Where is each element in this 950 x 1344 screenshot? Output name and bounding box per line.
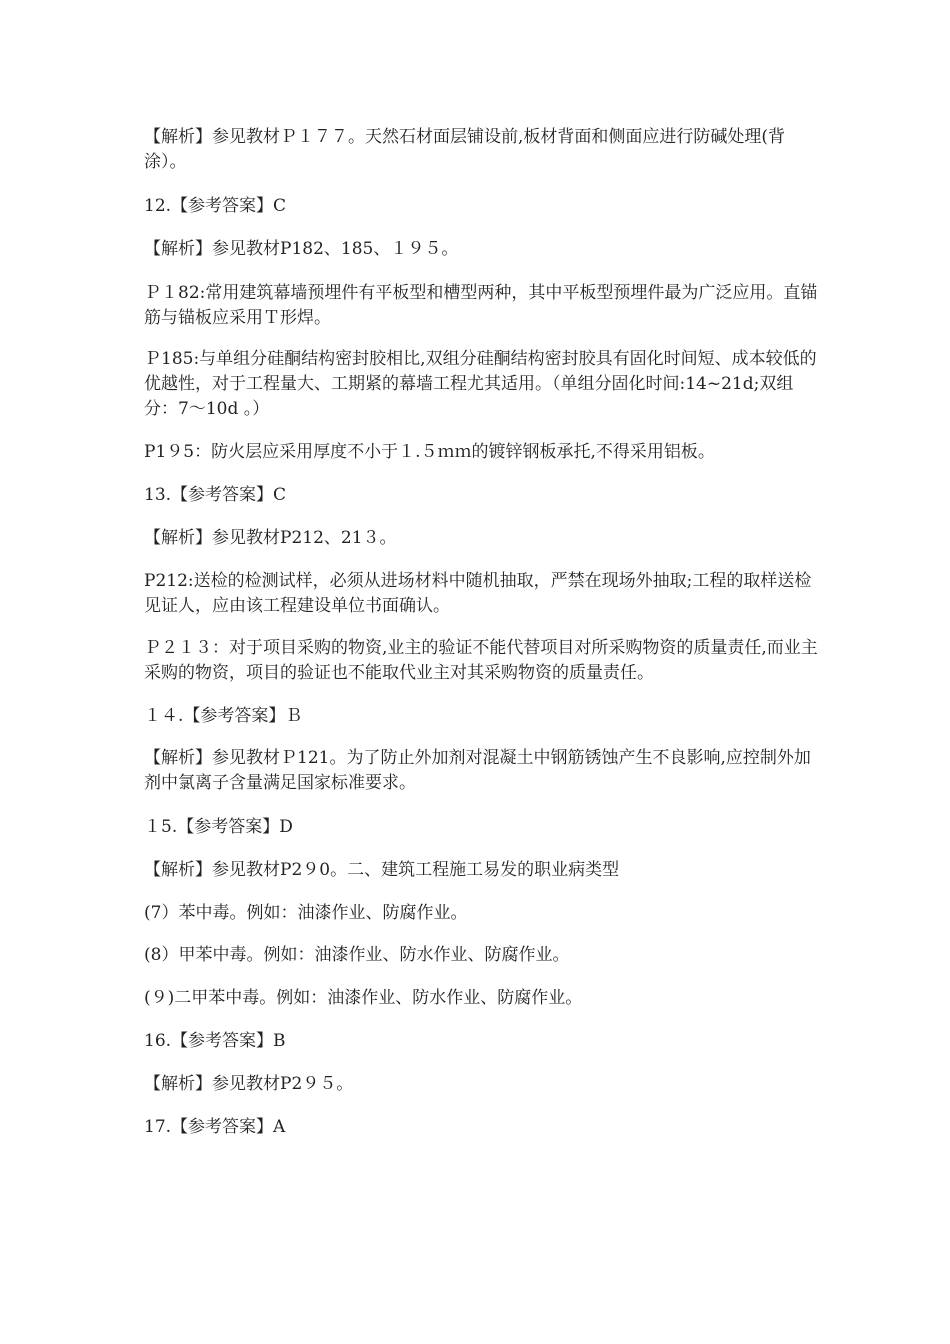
paragraph-answer-15: １5.【参考答案】D bbox=[144, 817, 293, 837]
paragraph-analysis-13: 【解析】参见教材P212、21３。 bbox=[144, 528, 397, 548]
paragraph-analysis-16: 【解析】参见教材P2９５。 bbox=[144, 1074, 354, 1094]
paragraph-analysis-12: 【解析】参见教材P182、185、１９５。 bbox=[144, 239, 459, 259]
paragraph-analysis-11: 【解析】参见教材Ｐ１７７。天然石材面层铺设前,板材背面和侧面应进行防碱处理(背涂）。 bbox=[144, 127, 786, 172]
paragraph-answer-13: 13.【参考答案】C bbox=[144, 485, 287, 505]
paragraph-item-9: (９)二甲苯中毒。例如：油漆作业、防水作业、防腐作业。 bbox=[144, 988, 583, 1008]
paragraph-p185: Ｐ185:与单组分硅酮结构密封胶相比,双组分硅酮结构密封胶具有固化时间短、成本较低的优越性，对于工程量大、工期紧的幕墙工程尤其适用。（单组分固化时间:14~21d;双组分：7～10d 。） bbox=[144, 349, 817, 419]
paragraph-answer-16: 16.【参考答案】B bbox=[144, 1031, 286, 1051]
paragraph-p182: Ｐ１82:常用建筑幕墙预埋件有平板型和槽型两种，其中平板型预埋件最为广泛应用。直锚筋与锚板应采用Ｔ形焊。 bbox=[144, 283, 818, 328]
paragraph-analysis-14: 【解析】参见教材Ｐ121。为了防止外加剂对混凝土中钢筋锈蚀产生不良影响,应控制外加剂中氯离子含量满足国家标准要求。 bbox=[144, 748, 811, 793]
paragraph-answer-17: 17.【参考答案】A bbox=[144, 1117, 286, 1137]
paragraph-analysis-15: 【解析】参见教材P2９0。二、建筑工程施工易发的职业病类型 bbox=[144, 860, 620, 880]
paragraph-item-7: (7）苯中毒。例如：油漆作业、防腐作业。 bbox=[144, 903, 468, 923]
paragraph-p195: P1９5：防火层应采用厚度不小于１.５ｍｍ的镀锌钢板承托,不得采用铝板。 bbox=[144, 442, 715, 462]
paragraph-answer-14: １４.【参考答案】Ｂ bbox=[144, 706, 303, 726]
paragraph-answer-12: 12.【参考答案】C bbox=[144, 196, 287, 216]
paragraph-p212: P212:送检的检测试样，必须从进场材料中随机抽取，严禁在现场外抽取;工程的取样送检见证人，应由该工程建设单位书面确认。 bbox=[144, 571, 812, 616]
paragraph-p213: Ｐ２１３：对于项目采购的物资,业主的验证不能代替项目对所采购物资的质量责任,而业主采购的物资，项目的验证也不能取代业主对其采购物资的质量责任。 bbox=[144, 638, 818, 683]
paragraph-item-8: (8）甲苯中毒。例如：油漆作业、防水作业、防腐作业。 bbox=[144, 945, 570, 965]
